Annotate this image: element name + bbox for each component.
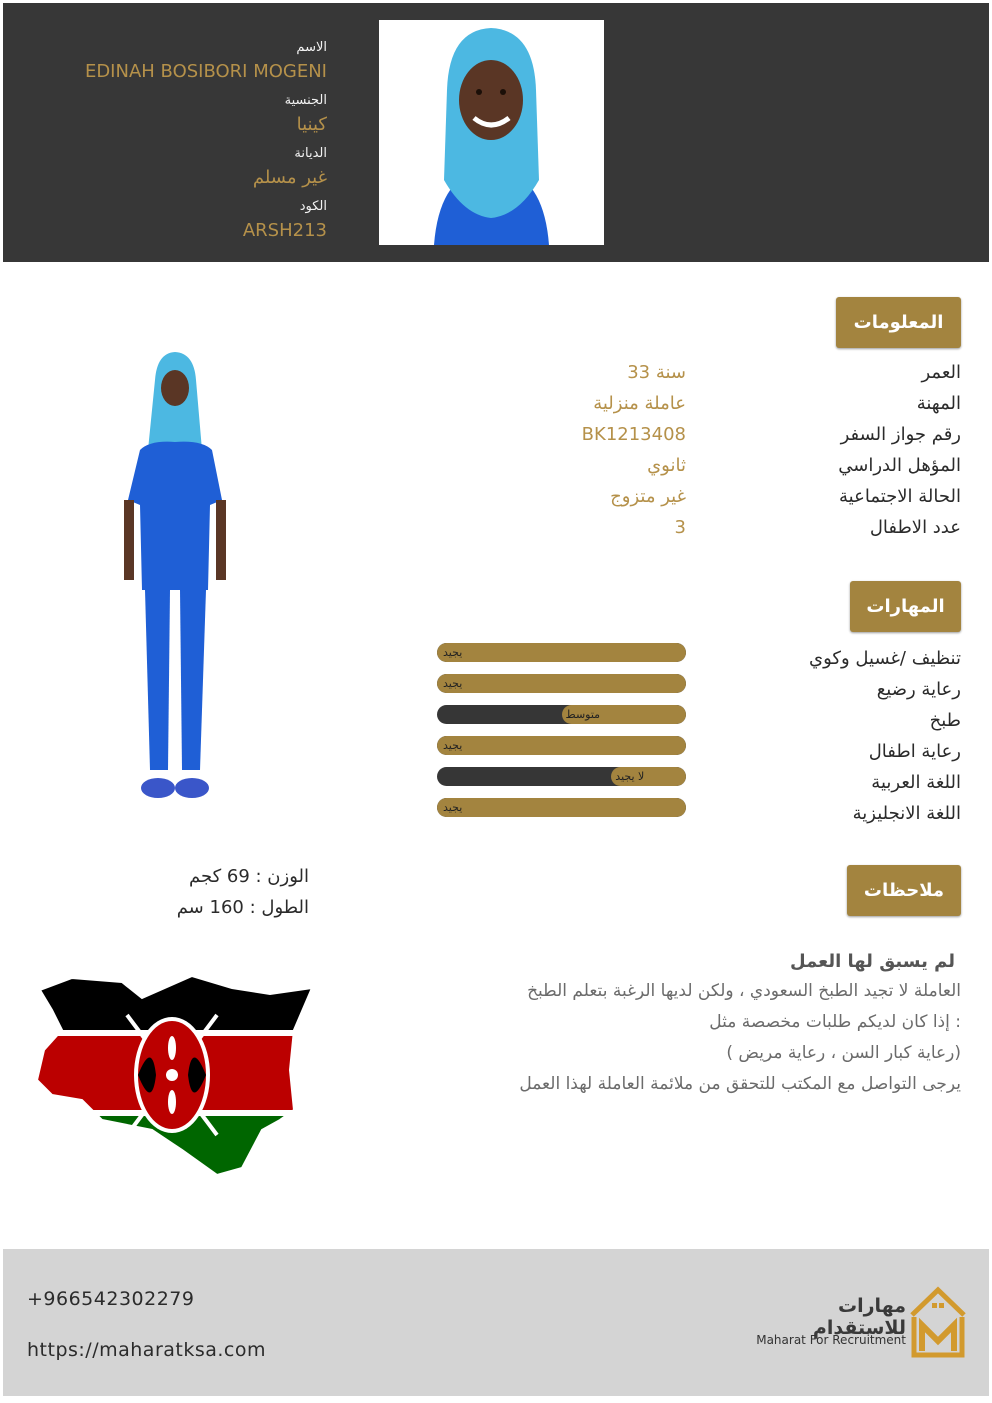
skill-level-text: متوسط	[565, 708, 601, 721]
info-label-education: المؤهل الدراسي	[838, 455, 961, 476]
religion-label: الديانة	[294, 146, 327, 161]
nationality-label: الجنسية	[284, 93, 327, 108]
skill-level-text: يجيد	[443, 801, 463, 814]
notes-section-title: ملاحظات	[847, 865, 961, 916]
height-stat: الطول : 160 سم	[176, 897, 309, 918]
info-value-age: 33 سنة	[627, 362, 686, 383]
info-value-education: ثانوي	[647, 455, 686, 476]
skill-label: اللغة العربية	[871, 772, 961, 793]
skill-level-bar	[437, 798, 686, 817]
skill-level-bar	[437, 767, 686, 786]
skill-level-text: لا يجيد	[615, 770, 645, 783]
skill-level-bar	[437, 643, 686, 662]
name-label: الاسم	[296, 40, 327, 55]
kenya-flag-map	[32, 970, 314, 1180]
skill-level-text: يجيد	[443, 677, 463, 690]
info-value-marital: غير متزوج	[610, 486, 686, 507]
info-value-children: 3	[674, 517, 686, 538]
skill-label: رعاية اطفال	[868, 741, 961, 762]
skill-label: رعاية رضيع	[876, 679, 961, 700]
profile-header	[3, 3, 989, 262]
info-label-age: العمر	[921, 362, 961, 383]
info-label-marital: الحالة الاجتماعية	[839, 486, 961, 507]
name-value: EDINAH BOSIBORI MOGENI	[84, 61, 327, 82]
code-value: ARSH213	[242, 220, 327, 241]
page-footer	[3, 1249, 989, 1396]
note-line: ( رعاية كبار السن ، رعاية مريض)	[726, 1043, 961, 1063]
code-label: الكود	[299, 199, 327, 214]
skills-section-title: المهارات	[850, 581, 961, 632]
weight-stat: الوزن : 69 كجم	[189, 866, 309, 887]
nationality-value: كينيا	[296, 114, 327, 135]
info-label-profession: المهنة	[916, 393, 961, 414]
skill-level-fill	[437, 674, 686, 693]
skill-level-bar	[437, 705, 686, 724]
religion-value: غير مسلم	[252, 167, 327, 188]
skill-level-text: يجيد	[443, 739, 463, 752]
logo-arabic-text: مهارات للاستقدام	[812, 1295, 906, 1339]
info-label-passport: رقم جواز السفر	[840, 424, 961, 445]
skill-label: تنظيف /غسيل وكوي	[809, 648, 961, 669]
house-m-logo-icon	[908, 1285, 968, 1360]
info-value-profession: عاملة منزلية	[593, 393, 686, 414]
skill-level-fill	[437, 643, 686, 662]
info-value-passport: BK1213408	[581, 424, 686, 445]
skill-level-fill	[437, 736, 686, 755]
kenya-map-flag-icon	[32, 970, 314, 1180]
notes-heading: لم يسبق لها العمل	[790, 951, 955, 972]
full-body-photo	[110, 350, 240, 805]
info-section-title: المعلومات	[836, 297, 961, 348]
portrait-photo	[379, 20, 604, 245]
note-line: العاملة لا تجيد الطبخ السعودي ، ولكن لديها الرغبة بتعلم الطبخ	[527, 981, 961, 1001]
skill-level-fill	[437, 798, 686, 817]
portrait-illustration-icon	[379, 20, 604, 245]
phone-number: +966542302279	[27, 1288, 195, 1310]
header-fields	[7, 39, 327, 251]
website-link[interactable]: https://maharatksa.com	[27, 1339, 267, 1361]
skill-level-bar	[437, 674, 686, 693]
note-line: يرجى التواصل مع المكتب للتحقق من ملائمة العاملة لهذا العمل	[519, 1074, 961, 1094]
skill-label: طبخ	[929, 710, 961, 731]
note-line: إذا كان لديكم طلبات مخصصة مثل :	[709, 1012, 961, 1032]
skill-label: اللغة الانجليزية	[852, 803, 961, 824]
info-label-children: عدد الاطفال	[869, 517, 961, 538]
logo-english-text: Maharat For Recruitment	[756, 1333, 906, 1347]
skill-level-text: يجيد	[443, 646, 463, 659]
full-body-illustration-icon	[110, 350, 240, 805]
skill-level-bar	[437, 736, 686, 755]
company-logo	[744, 1283, 969, 1361]
